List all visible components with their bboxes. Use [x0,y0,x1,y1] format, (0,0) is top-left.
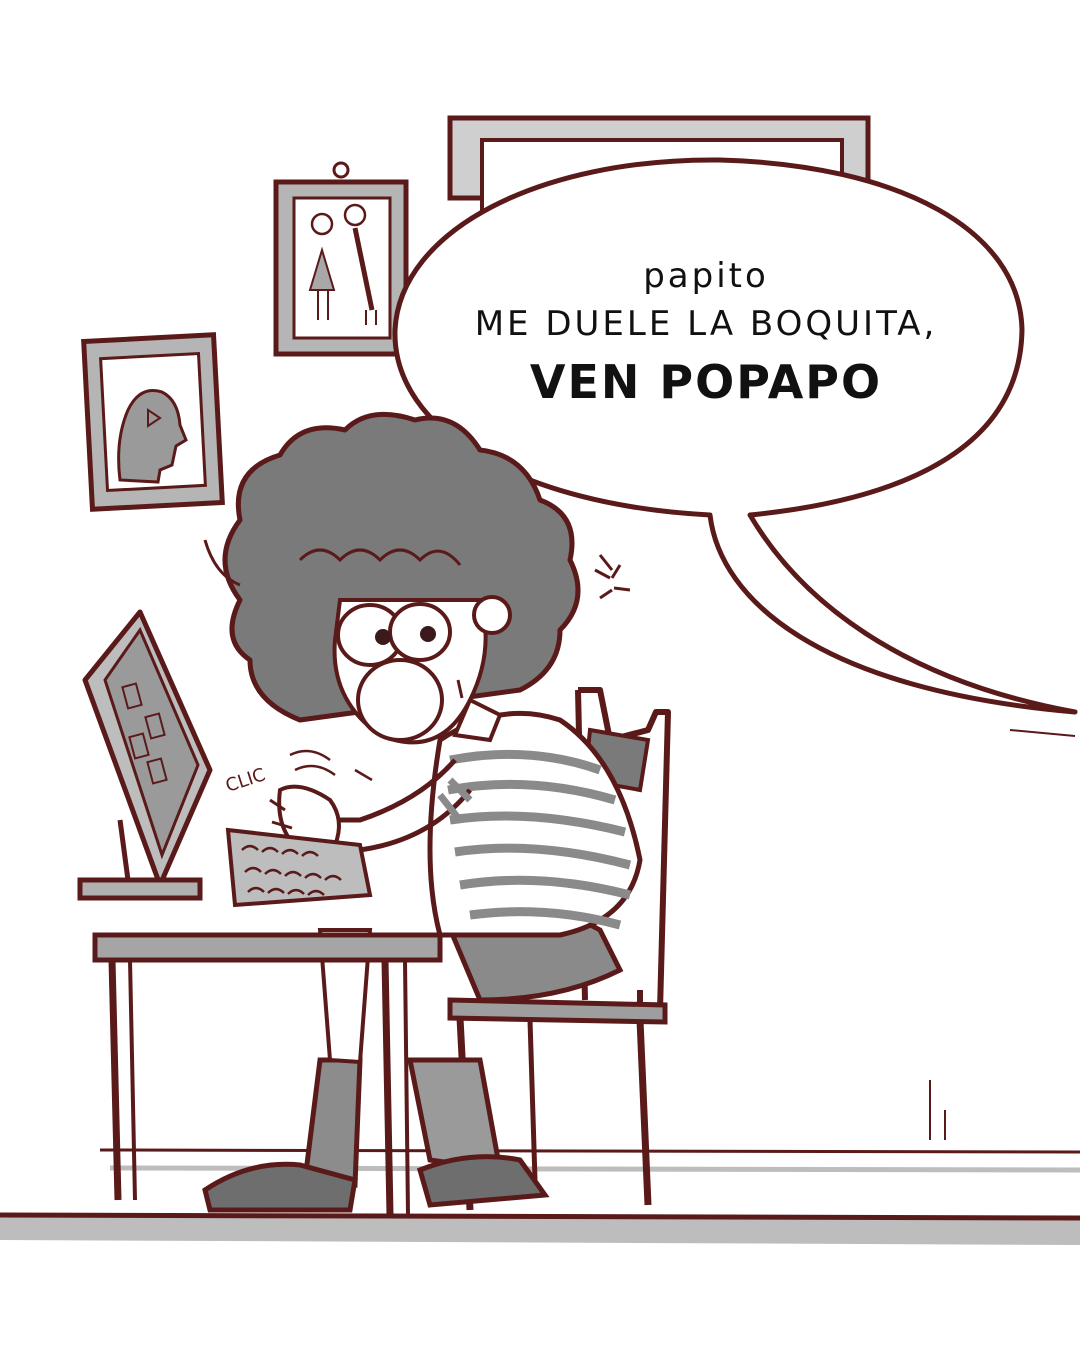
speech-line-3: VEN POPAPO [529,355,883,409]
speech-line-1: papito [643,256,769,296]
keyboard [228,830,370,905]
floor [0,1080,1080,1245]
click-sfx-label: CLIC [223,764,269,797]
picture-frame-couple [276,163,406,354]
picture-frame-head [84,335,223,510]
speech-line-2: ME DUELE LA BOQUITA, [474,304,938,344]
computer-monitor [80,612,210,898]
